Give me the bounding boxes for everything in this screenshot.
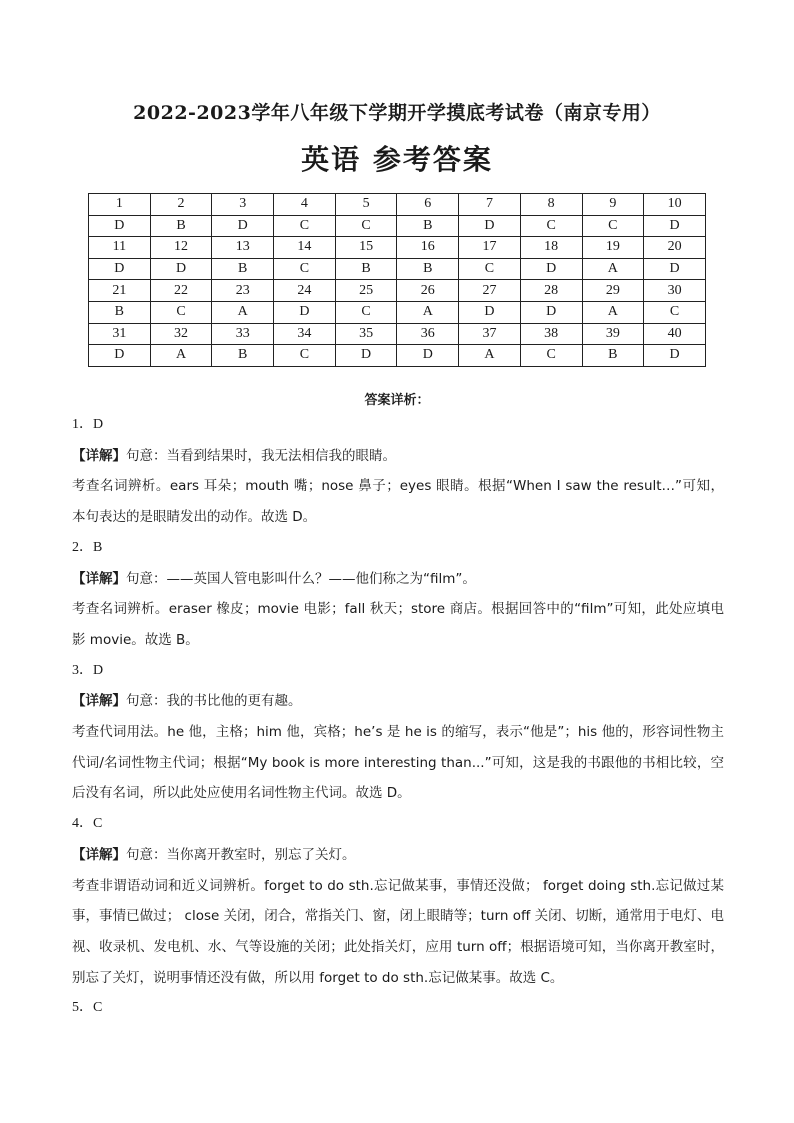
- question-number-cell: 35: [335, 323, 397, 345]
- question-number-cell: 19: [582, 237, 644, 259]
- answer-cell: D: [644, 345, 706, 367]
- explanation-analysis: 考查名词辨析。ears 耳朵；mouth 嘴；nose 鼻子；eyes 眼睛。根据“When I saw the result…”可知，本句表达的是眼睛发出的动作。故选 D。: [72, 478, 724, 526]
- explanation-meaning: [72, 564, 724, 595]
- question-number-cell: 23: [212, 280, 274, 302]
- question-number-cell: 38: [520, 323, 582, 345]
- question-number: 3．D: [72, 662, 104, 678]
- answer-cell: D: [89, 258, 151, 280]
- answer-cell: C: [582, 215, 644, 237]
- question-number-cell: 22: [150, 280, 212, 302]
- question-number: 4．C: [72, 816, 103, 832]
- answer-cell: C: [335, 215, 397, 237]
- answer-cell: A: [150, 345, 212, 367]
- question-number-row: [89, 323, 706, 345]
- answer-row: [89, 258, 706, 280]
- answer-table: [88, 193, 706, 367]
- answer-cell: D: [520, 258, 582, 280]
- question-number-cell: 26: [397, 280, 459, 302]
- answer-cell: D: [89, 215, 151, 237]
- answer-cell: A: [582, 301, 644, 323]
- document-subtitle: 英语 参考答案: [301, 143, 493, 176]
- question-number-row: [89, 194, 706, 216]
- explanation-analysis: 考查非谓语动词和近义词辨析。forget to do sth.忘记做某事，事情还没做； forget doing sth.忘记做过某事，事情已做过； close 关闭，闭合，常指关门、窗，闭上眼睛等；turn off 关闭、切断，通常用于电灯、电视、收录机、发电机、水、气等设施的关闭；此处指关灯，应用 turn off；根据语境可知，当你离开教室时，别忘了关灯，说明事情还没有做，所以用 forget to do sth.忘记做某事。故选 C。: [72, 877, 724, 986]
- answer-cell: D: [397, 345, 459, 367]
- answer-cell: D: [150, 258, 212, 280]
- answer-cell: B: [582, 345, 644, 367]
- explanation-meaning: [72, 441, 724, 472]
- answer-cell: C: [274, 215, 336, 237]
- question-number-cell: 18: [520, 237, 582, 259]
- answer-cell: A: [397, 301, 459, 323]
- answer-row: [89, 345, 706, 367]
- question-number: 2．B: [72, 539, 103, 555]
- answer-cell: A: [459, 345, 521, 367]
- question-number-cell: 4: [274, 194, 336, 216]
- explanation-analysis: 考查代词用法。he 他，主格；him 他，宾格；he’s 是 he is 的缩写，表示“他是”；his 他的，形容词性物主代词/名词性物主代词；根据“My book is more interesting than...”可知，这是我的书跟他的书相比较，空后没有名词，所以此处应使用名词性物主代词。故选 D。: [72, 724, 724, 802]
- question-number-cell: 3: [212, 194, 274, 216]
- explanations: [72, 410, 724, 1024]
- answer-cell: D: [335, 345, 397, 367]
- answer-cell: B: [89, 301, 151, 323]
- question-number-cell: 30: [644, 280, 706, 302]
- detail-tag: 【详解】: [72, 693, 126, 710]
- answer-cell: D: [520, 301, 582, 323]
- question-number-row: [89, 237, 706, 259]
- question-number-cell: 12: [150, 237, 212, 259]
- question-number-cell: 28: [520, 280, 582, 302]
- question-number: 5．C: [72, 1000, 103, 1016]
- question-number-cell: 9: [582, 194, 644, 216]
- answer-cell: D: [459, 215, 521, 237]
- answer-cell: C: [335, 301, 397, 323]
- answer-cell: D: [644, 258, 706, 280]
- question-number-cell: 14: [274, 237, 336, 259]
- question-number-cell: 34: [274, 323, 336, 345]
- section-heading: 答案详析：: [364, 393, 430, 408]
- answer-cell: D: [274, 301, 336, 323]
- answer-cell: D: [644, 215, 706, 237]
- question-number-cell: 10: [644, 194, 706, 216]
- explanation-meaning: [72, 686, 724, 717]
- question-number-cell: 16: [397, 237, 459, 259]
- question-number-cell: 37: [459, 323, 521, 345]
- answer-cell: D: [459, 301, 521, 323]
- explanation-meaning: [72, 840, 724, 871]
- question-number-cell: 7: [459, 194, 521, 216]
- answer-cell: C: [520, 215, 582, 237]
- question-number-cell: 1: [89, 194, 151, 216]
- detail-tag: 【详解】: [72, 570, 126, 587]
- answer-cell: A: [212, 301, 274, 323]
- answer-row: [89, 301, 706, 323]
- answer-cell: B: [397, 258, 459, 280]
- question-number-cell: 33: [212, 323, 274, 345]
- question-number-cell: 39: [582, 323, 644, 345]
- answer-cell: C: [274, 345, 336, 367]
- answer-cell: B: [397, 215, 459, 237]
- answer-cell: C: [520, 345, 582, 367]
- detail-tag: 【详解】: [72, 447, 126, 464]
- meaning-text: 句意：当看到结果时，我无法相信我的眼睛。: [126, 447, 396, 464]
- question-number-cell: 32: [150, 323, 212, 345]
- detail-tag: 【详解】: [72, 846, 126, 863]
- answer-cell: B: [335, 258, 397, 280]
- answer-cell: C: [644, 301, 706, 323]
- answer-cell: C: [150, 301, 212, 323]
- question-number-cell: 2: [150, 194, 212, 216]
- answer-cell: A: [582, 258, 644, 280]
- question-number-cell: 17: [459, 237, 521, 259]
- document-title: 2022-2023学年八年级下学期开学摸底考试卷（南京专用）: [133, 102, 661, 124]
- question-number-cell: 36: [397, 323, 459, 345]
- question-number-cell: 15: [335, 237, 397, 259]
- question-number-cell: 27: [459, 280, 521, 302]
- answer-cell: B: [212, 258, 274, 280]
- question-number-cell: 29: [582, 280, 644, 302]
- question-number-cell: 13: [212, 237, 274, 259]
- question-number-cell: 24: [274, 280, 336, 302]
- question-number-row: [89, 280, 706, 302]
- answer-row: [89, 215, 706, 237]
- answer-cell: D: [212, 215, 274, 237]
- explanation-analysis: 考查名词辨析。eraser 橡皮；movie 电影；fall 秋天；store 商店。根据回答中的“film”可知，此处应填电影 movie。故选 B。: [72, 601, 724, 648]
- answer-cell: D: [89, 345, 151, 367]
- question-number-cell: 6: [397, 194, 459, 216]
- meaning-text: 句意：我的书比他的更有趣。: [126, 693, 302, 710]
- question-number: 1．D: [72, 417, 104, 432]
- meaning-text: 句意：当你离开教室时，别忘了关灯。: [126, 846, 356, 863]
- answer-cell: C: [274, 258, 336, 280]
- answer-cell: B: [212, 345, 274, 367]
- question-number-cell: 5: [335, 194, 397, 216]
- answer-cell: C: [459, 258, 521, 280]
- answer-cell: B: [150, 215, 212, 237]
- question-number-cell: 40: [644, 323, 706, 345]
- question-number-cell: 8: [520, 194, 582, 216]
- question-number-cell: 20: [644, 237, 706, 259]
- question-number-cell: 25: [335, 280, 397, 302]
- meaning-text: 句意：——英国人管电影叫什么？——他们称之为“film”。: [126, 570, 476, 587]
- question-number-cell: 21: [89, 280, 151, 302]
- question-number-cell: 31: [89, 323, 151, 345]
- question-number-cell: 11: [89, 237, 151, 259]
